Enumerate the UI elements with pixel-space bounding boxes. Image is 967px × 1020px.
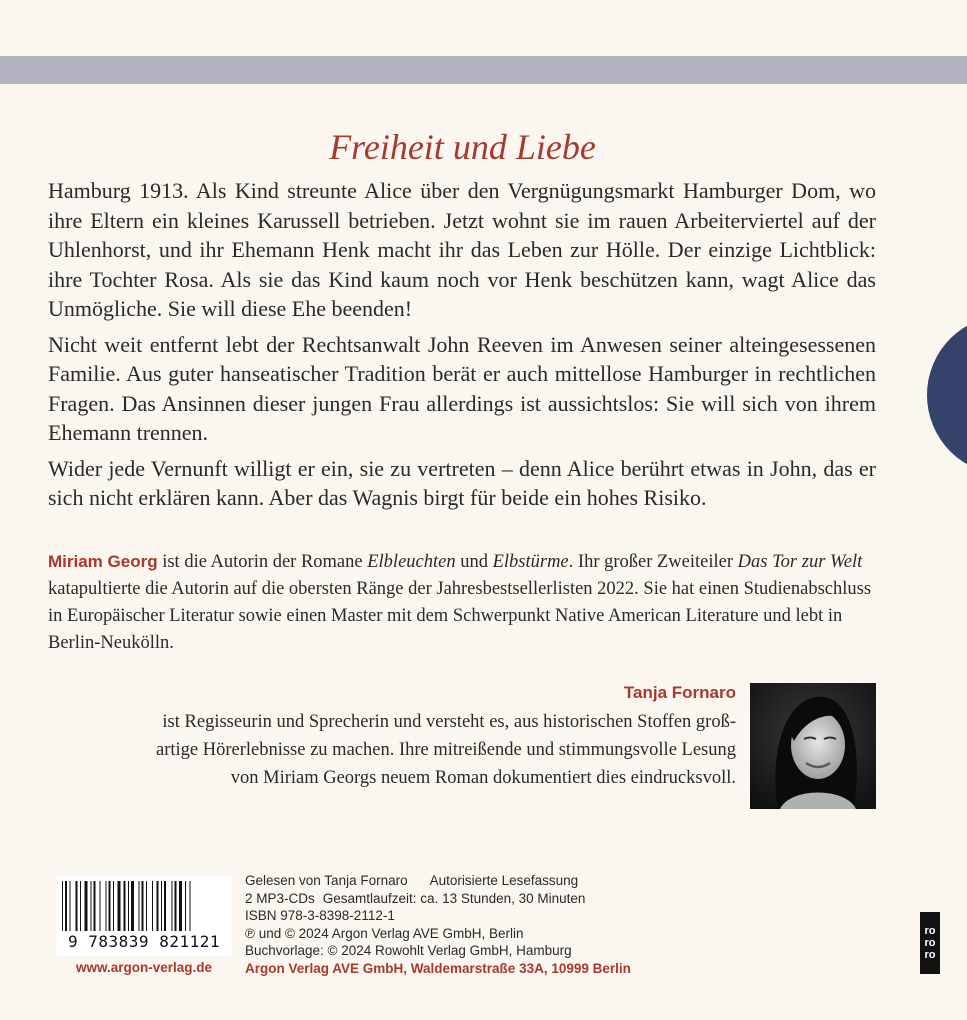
portrait-illustration [750, 683, 876, 809]
book-title-elbstuerme: Elbstürme [492, 552, 569, 572]
author-text-2: und [455, 552, 493, 572]
narrator-bio [48, 680, 736, 792]
credits-block [245, 872, 715, 977]
narrator-name: Tanja Fornaro [623, 683, 736, 702]
book-title-elbleuchten: Elbleuchten [367, 552, 456, 572]
top-color-band [0, 56, 967, 84]
author-name: Miriam Georg [48, 552, 158, 571]
author-bio [48, 548, 876, 657]
edition-note: Autorisierte Lesefassung [429, 873, 579, 888]
author-text-3: . Ihr großer Zweiteiler [568, 552, 738, 572]
decorative-half-circle [927, 315, 967, 475]
blurb-paragraph-1: Hamburg 1913. Als Kind streunte Alice über den Vergnügungsmarkt Hamburger Dom, wo ihre Eltern ein kleines Karussell betrieben. Jetzt wohnt sie im rauen Arbeiterviertel auf der Uhlenhorst, und ihr Ehemann Henk macht ihr das Leben zur Hölle. Der einzige Lichtblick: ihre Tochter Rosa. Als sie das Kind kaum noch vor Henk beschützen kann, wagt Alice das Unmögliche. Sie will diese Ehe beenden! [48, 178, 876, 321]
copyright: ℗ und © 2024 Argon Verlag AVE GmbH, Berlin [245, 925, 524, 941]
logo-text-1: ro [924, 925, 936, 937]
barcode-bars [62, 881, 228, 931]
format: 2 MP3-CDs [245, 890, 315, 906]
narrator-line-1: ist Regisseurin und Sprecherin und versteht es, aus historischen Stoffen groß- [162, 712, 736, 732]
publisher-address: Argon Verlag AVE GmbH, Waldemarstraße 33A, 10999 Berlin [245, 960, 631, 976]
narrator-line-3: von Miriam Georgs neuem Roman dokumentiert dies eindrucksvoll. [230, 768, 736, 788]
runtime: Gesamtlaufzeit: ca. 13 Stunden, 30 Minuten [322, 890, 586, 906]
author-text-4: katapultierte die Autorin auf die obersten Ränge der Jahresbestsellerlisten 2022. Sie hat einen Studienabschluss in Europäischer Literatur sowie einen Master mit dem Schwerpunkt Native American Literature und lebt in Berlin-Neukölln. [48, 579, 872, 653]
logo-text-3: ro [924, 949, 936, 961]
author-text-1: ist die Autorin der Romane [157, 552, 368, 572]
narrator-line-2: artige Hörerlebnisse zu machen. Ihre mitreißende und stimmungsvolle Lesung [155, 740, 736, 760]
read-by: Gelesen von Tanja Fornaro [245, 873, 408, 888]
barcode-number: 9 783839 821121 [68, 932, 220, 951]
website-link[interactable]: www.argon-verlag.de [75, 960, 213, 975]
narrator-photo [750, 683, 876, 809]
blurb-paragraph-2: Nicht weit entfernt lebt der Rechtsanwalt John Reeven im Anwesen seiner alteingesessenen Familie. Aus guter hanseatischer Tradition berät er auch mittellose Hamburger in rechtlichen Fragen. Das Ansinnen dieser jungen Frau allerdings ist aussichtslos: Sie will sich von ihrem Ehemann trennen. [48, 331, 876, 445]
rororo-logo [920, 912, 940, 974]
blurb-paragraph-3: Wider jede Vernunft willigt er ein, sie zu vertreten – denn Alice berührt etwas in John, das er sich nicht erklären kann. Aber das Wagnis birgt für beide ein hohes Risiko. [48, 455, 876, 510]
page-title: Freiheit und Liebe [329, 127, 596, 167]
book-title-das-tor-zur-welt: Das Tor zur Welt [737, 552, 863, 572]
logo-text-2: ro [924, 937, 936, 949]
blurb-text [48, 176, 876, 519]
isbn: ISBN 978-3-8398-2112-1 [245, 908, 395, 923]
barcode [56, 876, 232, 956]
source-note: Buchvorlage: © 2024 Rowohlt Verlag GmbH, Hamburg [245, 943, 572, 958]
